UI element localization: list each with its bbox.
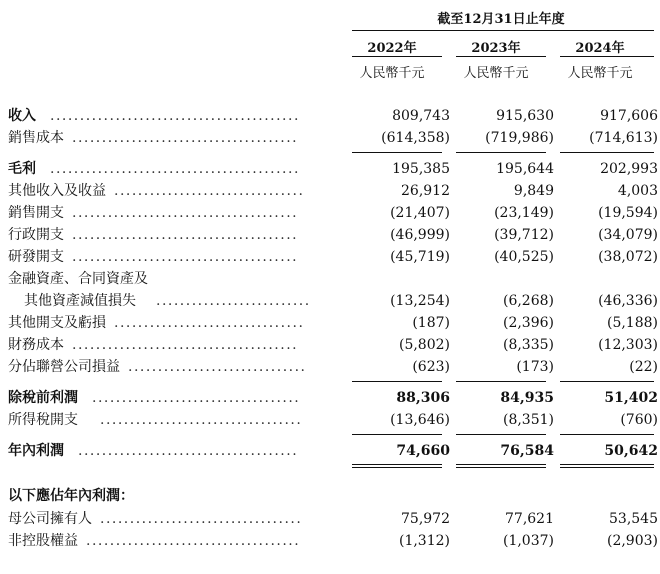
value-2024: 53,545 <box>609 511 658 527</box>
subtotal-rule <box>352 434 442 435</box>
year-2024: 2024年 <box>575 41 625 56</box>
value-2023: (40,525) <box>494 249 554 265</box>
value-2023: (1,037) <box>502 533 554 549</box>
year-2023: 2023年 <box>471 41 521 56</box>
subtotal-rule <box>456 381 546 382</box>
row-finance-costs <box>8 334 658 356</box>
subtotal-rule <box>352 152 442 153</box>
value-2024: (19,594) <box>598 205 658 221</box>
value-2022: 26,912 <box>401 183 450 199</box>
leader-dots: .................................... <box>86 533 301 549</box>
value-2022: 74,660 <box>396 443 450 459</box>
subtotal-rule <box>456 434 546 435</box>
row-label: 母公司擁有人 <box>8 511 92 527</box>
value-2022: 75,972 <box>401 511 450 527</box>
leader-dots: ...................................... <box>72 205 299 221</box>
value-2022: (46,999) <box>390 227 450 243</box>
value-2023: 84,935 <box>500 390 554 406</box>
leader-dots: ...................................... <box>72 130 299 146</box>
period-header: 截至12月31日止年度 <box>437 12 565 27</box>
row-rnd-expenses <box>8 246 658 268</box>
row-label: 毛利 <box>8 161 36 177</box>
row-label: 銷售成本 <box>8 130 64 146</box>
row-profit-before-tax <box>8 387 658 409</box>
row-cost-of-sales <box>8 127 658 149</box>
value-2024: (12,303) <box>598 337 658 353</box>
leader-dots: .......................................... <box>50 161 300 177</box>
value-2023: (8,335) <box>502 337 554 353</box>
value-2023: 9,849 <box>513 183 554 199</box>
subtotal-rule <box>560 434 654 435</box>
value-2022: 88,306 <box>396 390 450 406</box>
value-2024: 202,993 <box>600 161 658 177</box>
value-2024: (46,336) <box>598 293 658 309</box>
value-2024: (2,903) <box>606 533 658 549</box>
leader-dots: .......................... <box>156 293 311 309</box>
leader-dots: .......................................... <box>50 108 300 124</box>
row-label: 其他收入及收益 <box>8 183 106 199</box>
row-label: 非控股權益 <box>8 533 78 549</box>
leader-dots: ................................ <box>114 315 305 331</box>
row-gross-profit <box>8 158 658 180</box>
row-other-expenses <box>8 312 658 334</box>
value-2023: (6,268) <box>502 293 554 309</box>
subtotal-rule <box>456 152 546 153</box>
row-impairment-label-line1 <box>8 268 658 290</box>
value-2024: 50,642 <box>604 443 658 459</box>
row-label: 分佔聯營公司損益 <box>8 359 120 375</box>
value-2022: (13,254) <box>390 293 450 309</box>
value-2024: 51,402 <box>604 390 658 406</box>
total-double-rule <box>456 464 546 468</box>
value-2024: (22) <box>629 359 658 375</box>
currency-2024: 人民幣千元 <box>567 66 633 81</box>
row-label: 除稅前利潤 <box>8 390 78 406</box>
value-2024: (34,079) <box>598 227 658 243</box>
row-selling-expenses <box>8 202 658 224</box>
year-underline <box>560 56 654 57</box>
subtotal-rule <box>560 381 654 382</box>
value-2022: (13,646) <box>390 412 450 428</box>
value-2023: 77,621 <box>505 511 554 527</box>
value-2022: (1,312) <box>398 533 450 549</box>
row-label: 其他資產減值損失 <box>24 293 136 309</box>
value-2022: (21,407) <box>390 205 450 221</box>
row-profit-for-year <box>8 440 658 462</box>
value-2024: (714,613) <box>589 130 658 146</box>
leader-dots: ...................................... <box>72 227 299 243</box>
row-label: 年內利潤 <box>8 443 64 459</box>
row-impairment-losses <box>8 290 658 312</box>
leader-dots: ................................... <box>92 390 301 406</box>
value-2023: (8,351) <box>502 412 554 428</box>
currency-2022: 人民幣千元 <box>359 66 425 81</box>
subtotal-rule <box>352 381 442 382</box>
year-2022: 2022年 <box>367 41 417 56</box>
row-attributable-heading <box>8 485 658 507</box>
leader-dots: ................................ <box>114 183 305 199</box>
value-2024: 4,003 <box>617 183 658 199</box>
value-2023: 76,584 <box>500 443 554 459</box>
year-underline <box>352 56 442 57</box>
row-label: 金融資產、合同資產及 <box>8 271 148 287</box>
year-underline <box>456 56 546 57</box>
row-owners-of-parent <box>8 508 658 530</box>
leader-dots: .................................. <box>100 511 303 527</box>
period-underline <box>352 30 654 31</box>
row-other-income <box>8 180 658 202</box>
row-share-of-associates <box>8 356 658 378</box>
value-2022: 809,743 <box>392 108 450 124</box>
row-label: 財務成本 <box>8 337 64 353</box>
value-2023: 195,644 <box>496 161 554 177</box>
row-label: 研發開支 <box>8 249 64 265</box>
row-label: 銷售開支 <box>8 205 64 221</box>
leader-dots: .............................. <box>128 359 307 375</box>
value-2024: (38,072) <box>598 249 658 265</box>
row-non-controlling-interests <box>8 530 658 552</box>
subtotal-rule <box>560 152 654 153</box>
leader-dots: ...................................... <box>72 337 299 353</box>
value-2022: (614,358) <box>381 130 450 146</box>
total-double-rule <box>352 464 442 468</box>
row-label: 以下應佔年內利潤： <box>8 488 134 504</box>
row-label: 收入 <box>8 108 36 124</box>
value-2024: 917,606 <box>600 108 658 124</box>
value-2024: (5,188) <box>606 315 658 331</box>
value-2023: (2,396) <box>502 315 554 331</box>
value-2022: (187) <box>412 315 450 331</box>
row-label: 其他開支及虧損 <box>8 315 106 331</box>
value-2023: (719,986) <box>485 130 554 146</box>
row-label: 所得稅開支 <box>8 412 78 428</box>
value-2022: (45,719) <box>390 249 450 265</box>
row-revenue <box>8 105 658 127</box>
leader-dots: .................................. <box>100 412 303 428</box>
value-2023: (39,712) <box>494 227 554 243</box>
leader-dots: ..................................... <box>78 443 299 459</box>
currency-2023: 人民幣千元 <box>463 66 529 81</box>
value-2022: 195,385 <box>392 161 450 177</box>
leader-dots: ...................................... <box>72 249 299 265</box>
value-2023: (23,149) <box>494 205 554 221</box>
value-2023: 915,630 <box>496 108 554 124</box>
row-income-tax <box>8 409 658 431</box>
row-admin-expenses <box>8 224 658 246</box>
total-double-rule <box>560 464 654 468</box>
value-2023: (173) <box>516 359 554 375</box>
value-2024: (760) <box>620 412 658 428</box>
value-2022: (5,802) <box>398 337 450 353</box>
value-2022: (623) <box>412 359 450 375</box>
row-label: 行政開支 <box>8 227 64 243</box>
